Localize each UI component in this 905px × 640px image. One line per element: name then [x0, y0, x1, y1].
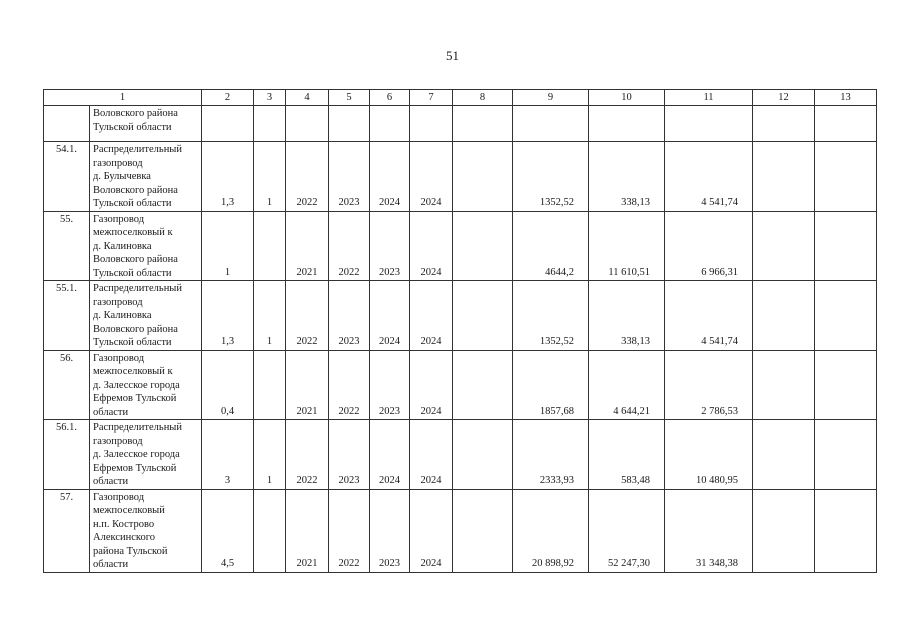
table-row [44, 489, 877, 572]
col6-cell: 2024 [370, 142, 410, 212]
col5-cell: 2022 [329, 211, 370, 281]
object-name-cell [90, 350, 202, 420]
col13-cell [815, 281, 877, 351]
col6-cell: 2023 [370, 350, 410, 420]
page-number: 51 [446, 48, 459, 63]
header-cell-11: 11 [665, 90, 753, 106]
col11-cell: 10 480,95 [665, 420, 753, 490]
col8-cell [453, 281, 513, 351]
header-cell-1: 1 [44, 90, 202, 106]
col7-cell: 2024 [410, 350, 453, 420]
col3-cell: 1 [254, 142, 286, 212]
object-name-line: Газопровод [93, 491, 145, 503]
col10-cell: 338,13 [589, 281, 665, 351]
header-row [44, 90, 877, 106]
header-cell-7: 7 [410, 90, 453, 106]
object-name-line: района Тульской [93, 545, 168, 557]
col5-cell: 2023 [329, 420, 370, 490]
col11-cell: 2 786,53 [665, 350, 753, 420]
object-name-line: Тульской области [93, 198, 172, 209]
object-name-line: межпоселковый к [93, 366, 173, 377]
row-number-cell: 56.1. [44, 420, 90, 490]
object-name-line: Газопровод [93, 352, 145, 364]
col7-cell: 2024 [410, 420, 453, 490]
col5-cell: 2022 [329, 489, 370, 572]
object-name-cell [90, 281, 202, 351]
object-name-line: д. Калиновка [93, 240, 152, 252]
col7-cell: 2024 [410, 211, 453, 281]
object-name-line: Воловского района [93, 184, 178, 196]
col9-cell: 1352,52 [513, 281, 589, 351]
object-name-line: Газопровод [93, 213, 145, 225]
table-row [44, 350, 877, 420]
header-cell-10: 10 [589, 90, 665, 106]
object-name-line: Распределительный [93, 144, 182, 155]
col7-cell: 2024 [410, 142, 453, 212]
col10-cell: 4 644,21 [589, 350, 665, 420]
object-name-line: Тульской области [93, 121, 172, 133]
col8-cell [453, 350, 513, 420]
col10-cell [589, 106, 665, 142]
object-name-line: д. Залесское города [93, 379, 180, 391]
col9-cell: 1352,52 [513, 142, 589, 212]
col4-cell: 2022 [286, 142, 329, 212]
object-name-cell [90, 106, 202, 142]
col6-cell: 2024 [370, 420, 410, 490]
col5-cell: 2023 [329, 142, 370, 212]
col10-cell: 11 610,51 [589, 211, 665, 281]
col9-cell: 2333,93 [513, 420, 589, 490]
header-cell-12: 12 [753, 90, 815, 106]
col9-cell: 4644,2 [513, 211, 589, 281]
col11-cell [665, 106, 753, 142]
object-name-line: межпоселковый [93, 505, 165, 516]
col13-cell [815, 211, 877, 281]
col9-cell: 20 898,92 [513, 489, 589, 572]
header-cell-6: 6 [370, 90, 410, 106]
object-name-line: газопровод [93, 157, 143, 169]
col6-cell [370, 106, 410, 142]
col12-cell [753, 489, 815, 572]
header-cell-5: 5 [329, 90, 370, 106]
col4-cell: 2021 [286, 350, 329, 420]
object-name-line: газопровод [93, 435, 143, 447]
col13-cell [815, 350, 877, 420]
row-number-cell: 55. [44, 211, 90, 281]
header-cell-8: 8 [453, 90, 513, 106]
object-name-line: д. Залесское города [93, 449, 180, 460]
col8-cell [453, 489, 513, 572]
col13-cell [815, 106, 877, 142]
object-name-line: д. Калиновка [93, 310, 152, 321]
col7-cell: 2024 [410, 489, 453, 572]
col8-cell [453, 106, 513, 142]
col2-cell: 1,3 [202, 281, 254, 351]
object-name-line: Алексинского [93, 532, 155, 543]
header-cell-3: 3 [254, 90, 286, 106]
object-name-line: газопровод [93, 296, 143, 308]
col6-cell: 2023 [370, 489, 410, 572]
col3-cell: 1 [254, 420, 286, 490]
col4-cell: 2022 [286, 281, 329, 351]
col7-cell: 2024 [410, 281, 453, 351]
col12-cell [753, 420, 815, 490]
col8-cell [453, 142, 513, 212]
investment-table [43, 89, 877, 573]
col11-cell: 4 541,74 [665, 142, 753, 212]
row-number-cell: 56. [44, 350, 90, 420]
col3-cell [254, 350, 286, 420]
header-cell-9: 9 [513, 90, 589, 106]
object-name-line: Воловского района [93, 254, 178, 265]
col4-cell: 2021 [286, 211, 329, 281]
object-name-line: области [93, 476, 129, 487]
object-name-line: Ефремов Тульской [93, 393, 177, 404]
col6-cell: 2023 [370, 211, 410, 281]
col13-cell [815, 142, 877, 212]
col2-cell: 4,5 [202, 489, 254, 572]
row-number-cell [44, 106, 90, 142]
table-row [44, 420, 877, 490]
object-name-cell [90, 420, 202, 490]
col4-cell: 2022 [286, 420, 329, 490]
table-row [44, 281, 877, 351]
object-name-line: Ефремов Тульской [93, 462, 177, 474]
col5-cell [329, 106, 370, 142]
col9-cell: 1857,68 [513, 350, 589, 420]
col3-cell [254, 489, 286, 572]
table-row [44, 142, 877, 212]
col5-cell: 2022 [329, 350, 370, 420]
object-name-line: Распределительный [93, 283, 182, 294]
object-name-line: межпоселковый к [93, 227, 173, 238]
object-name-line: области [93, 559, 129, 570]
object-name-line: Тульской области [93, 337, 172, 348]
col12-cell [753, 350, 815, 420]
table-row [44, 106, 877, 142]
header-cell-4: 4 [286, 90, 329, 106]
object-name-line: Воловского района [93, 108, 178, 119]
object-name-line: н.п. Кострово [93, 518, 155, 530]
col4-cell [286, 106, 329, 142]
col5-cell: 2023 [329, 281, 370, 351]
col2-cell: 1 [202, 211, 254, 281]
table-row [44, 211, 877, 281]
col3-cell [254, 106, 286, 142]
col7-cell [410, 106, 453, 142]
object-name-cell [90, 142, 202, 212]
col2-cell [202, 106, 254, 142]
col11-cell: 6 966,31 [665, 211, 753, 281]
row-number-cell: 54.1. [44, 142, 90, 212]
object-name-line: области [93, 406, 129, 418]
object-name-line: д. Булычевка [93, 171, 151, 182]
col13-cell [815, 489, 877, 572]
row-number-cell: 57. [44, 489, 90, 572]
object-name-line: Воловского района [93, 323, 178, 335]
col12-cell [753, 281, 815, 351]
col8-cell [453, 420, 513, 490]
col13-cell [815, 420, 877, 490]
col12-cell [753, 106, 815, 142]
col6-cell: 2024 [370, 281, 410, 351]
col2-cell: 3 [202, 420, 254, 490]
col11-cell: 31 348,38 [665, 489, 753, 572]
col10-cell: 338,13 [589, 142, 665, 212]
col2-cell: 1,3 [202, 142, 254, 212]
table-body [44, 106, 877, 573]
header-cell-2: 2 [202, 90, 254, 106]
col8-cell [453, 211, 513, 281]
col12-cell [753, 211, 815, 281]
col12-cell [753, 142, 815, 212]
object-name-cell [90, 489, 202, 572]
col11-cell: 4 541,74 [665, 281, 753, 351]
col2-cell: 0,4 [202, 350, 254, 420]
row-number-cell: 55.1. [44, 281, 90, 351]
col4-cell: 2021 [286, 489, 329, 572]
header-cell-13: 13 [815, 90, 877, 106]
col10-cell: 583,48 [589, 420, 665, 490]
object-name-line: Тульской области [93, 267, 172, 279]
col9-cell [513, 106, 589, 142]
col3-cell: 1 [254, 281, 286, 351]
col3-cell [254, 211, 286, 281]
object-name-cell [90, 211, 202, 281]
object-name-line: Распределительный [93, 422, 182, 433]
col10-cell: 52 247,30 [589, 489, 665, 572]
